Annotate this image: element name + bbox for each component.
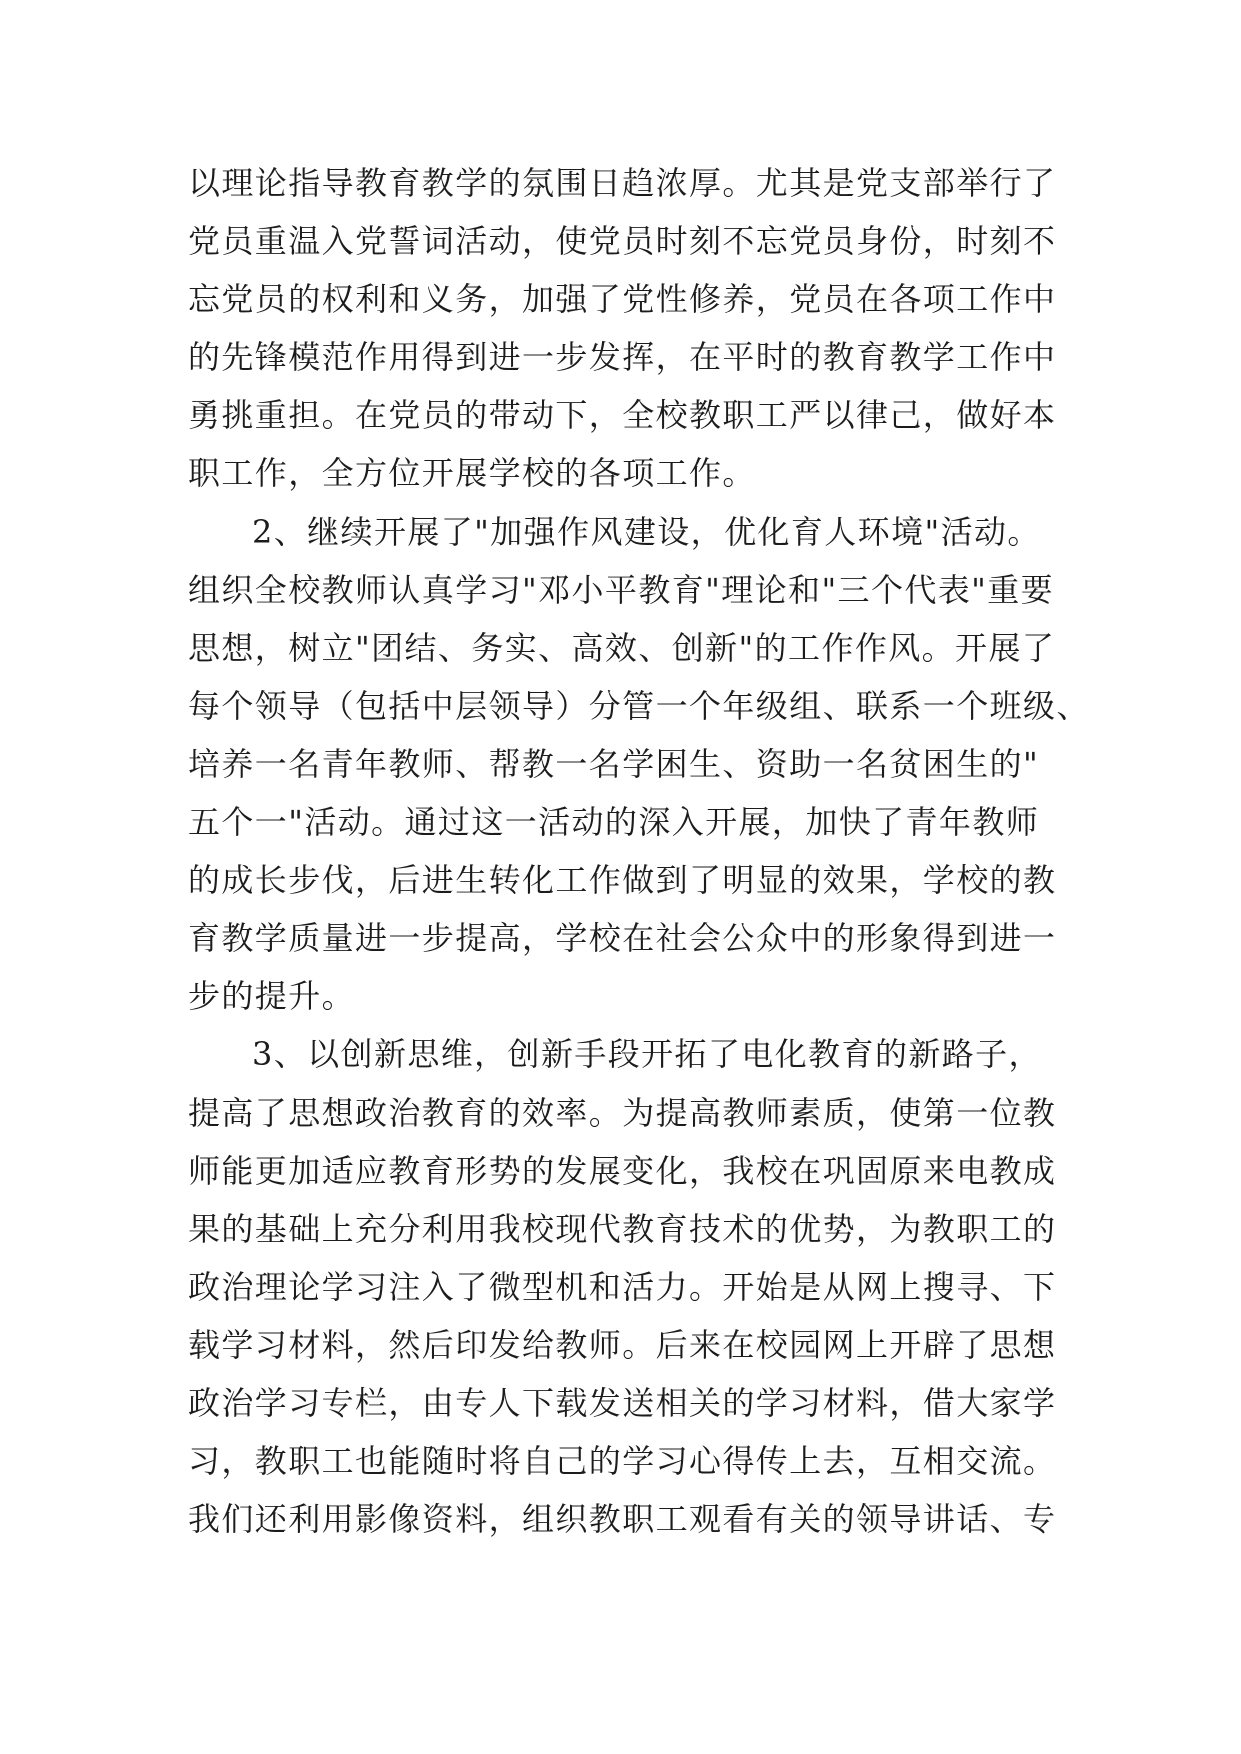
text-line: 习，教职工也能随时将自己的学习心得传上去，互相交流。 bbox=[188, 1442, 1057, 1481]
text-line: 思想，树立"团结、务实、高效、创新"的工作作风。开展了 bbox=[188, 628, 1056, 667]
text-line: 忘党员的权利和义务，加强了党性修养，党员在各项工作中 bbox=[188, 280, 1057, 319]
paragraph-3-first-line: 3、以创新思维，创新手段开拓了电化教育的新路子， bbox=[252, 1035, 1042, 1074]
text-line: 五个一"活动。通过这一活动的深入开展，加快了青年教师 bbox=[188, 803, 1040, 842]
text-line: 每个领导（包括中层领导）分管一个年级组、联系一个班级、 bbox=[188, 686, 1090, 725]
text-line: 师能更加适应教育形势的发展变化，我校在巩固原来电教成 bbox=[188, 1151, 1057, 1190]
text-line: 载学习材料，然后印发给教师。后来在校园网上开辟了思想 bbox=[188, 1325, 1057, 1364]
body-text bbox=[188, 154, 1090, 1548]
text-line: 以理论指导教育教学的氛围日趋浓厚。尤其是党支部举行了 bbox=[188, 164, 1057, 202]
text-line: 的先锋模范作用得到进一步发挥，在平时的教育教学工作中 bbox=[188, 338, 1057, 377]
text-line: 的成长步伐，后进生转化工作做到了明显的效果，学校的教 bbox=[188, 861, 1057, 900]
text-line: 步的提升。 bbox=[188, 977, 356, 1016]
paragraph-2-first-line: 2、继续开展了"加强作风建设，优化育人环境"活动。 bbox=[252, 512, 1041, 551]
text-line: 育教学质量进一步提高，学校在社会公众中的形象得到进一 bbox=[188, 919, 1057, 958]
text-line: 提高了思想政治教育的效率。为提高教师素质，使第一位教 bbox=[188, 1093, 1057, 1132]
text-line: 政治理论学习注入了微型机和活力。开始是从网上搜寻、下 bbox=[188, 1267, 1057, 1306]
text-line: 政治学习专栏，由专人下载发送相关的学习材料，借大家学 bbox=[188, 1383, 1057, 1422]
text-line: 组织全校教师认真学习"邓小平教育"理论和"三个代表"重要 bbox=[188, 570, 1055, 609]
text-line: 培养一名青年教师、帮教一名学困生、资助一名贫困生的" bbox=[188, 744, 1040, 783]
text-line: 勇挑重担。在党员的带动下，全校教职工严以律己，做好本 bbox=[188, 396, 1057, 435]
text-line: 职工作，全方位开展学校的各项工作。 bbox=[188, 454, 756, 493]
text-line: 我们还利用影像资料，组织教职工观看有关的领导讲话、专 bbox=[188, 1500, 1057, 1539]
text-line: 党员重温入党誓词活动，使党员时刻不忘党员身份，时刻不 bbox=[188, 222, 1057, 261]
text-line: 果的基础上充分利用我校现代教育技术的优势，为教职工的 bbox=[188, 1209, 1057, 1248]
